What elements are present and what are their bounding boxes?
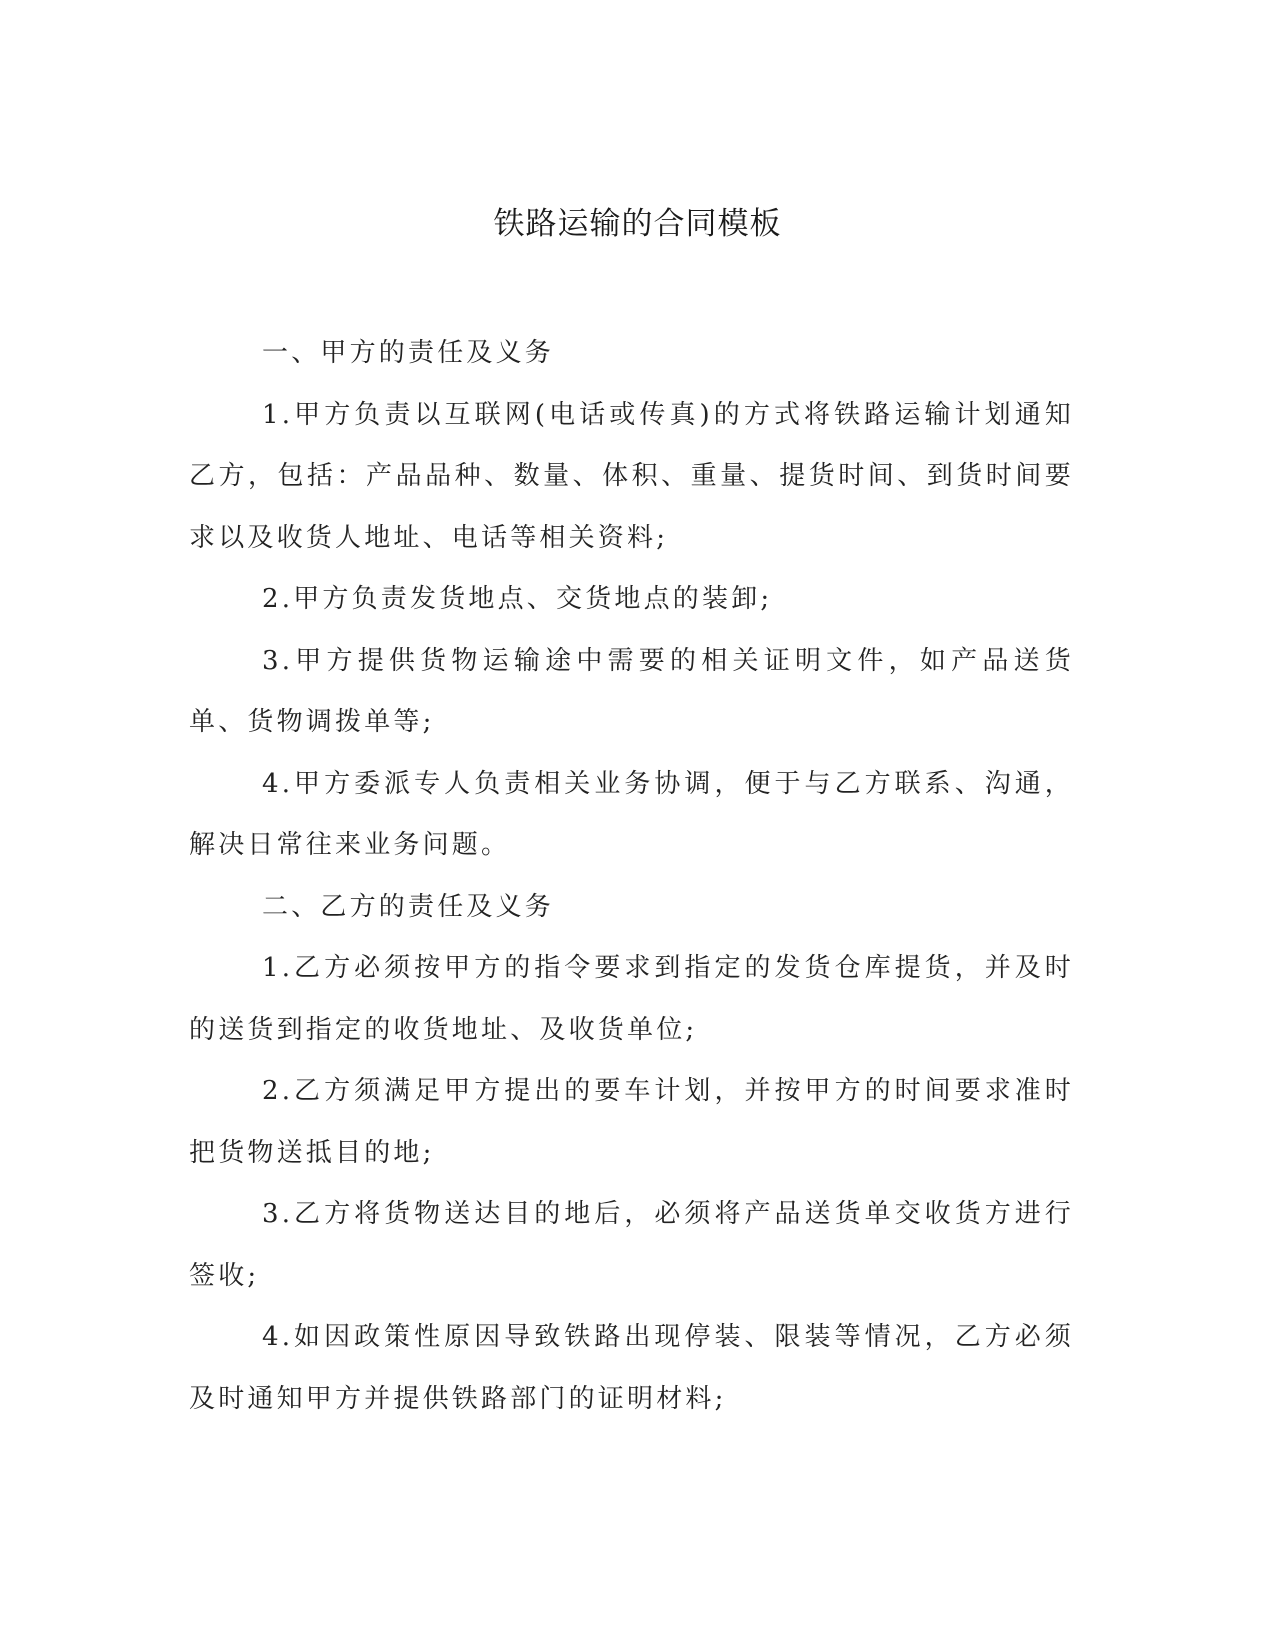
party-a-clause-4: 4.甲方委派专人负责相关业务协调，便于与乙方联系、沟通，解决日常往来业务问题。	[189, 768, 1074, 860]
section-heading-party-b: 二、乙方的责任及义务	[262, 891, 555, 922]
section-heading-party-a: 一、甲方的责任及义务	[262, 338, 555, 368]
party-b-clause-2: 2.乙方须满足甲方提出的要车计划，并按甲方的时间要求准时把货物送抵目的地;	[189, 1076, 1074, 1168]
party-a-clause-3: 3.甲方提供货物运输途中需要的相关证明文件，如产品送货单、货物调拨单等;	[189, 645, 1074, 737]
party-b-clause-3: 3.乙方将货物送达目的地后，必须将产品送货单交收货方进行签收;	[189, 1199, 1074, 1291]
document-body	[189, 323, 1074, 1430]
party-a-clause-1: 1.甲方负责以互联网(电话或传真)的方式将铁路运输计划通知乙方，包括：产品品种、数量、体积、重量、提货时间、到货时间要求以及收货人地址、电话等相关资料;	[189, 399, 1074, 553]
document-title: 铁路运输的合同模板	[493, 206, 782, 242]
party-b-clause-1: 1.乙方必须按甲方的指令要求到指定的发货仓库提货，并及时的送货到指定的收货地址、及收货单位;	[189, 953, 1074, 1045]
party-a-clause-2: 2.甲方负责发货地点、交货地点的装卸;	[262, 584, 773, 614]
party-b-clause-4: 4.如因政策性原因导致铁路出现停装、限装等情况，乙方必须及时通知甲方并提供铁路部门的证明材料;	[189, 1322, 1074, 1414]
